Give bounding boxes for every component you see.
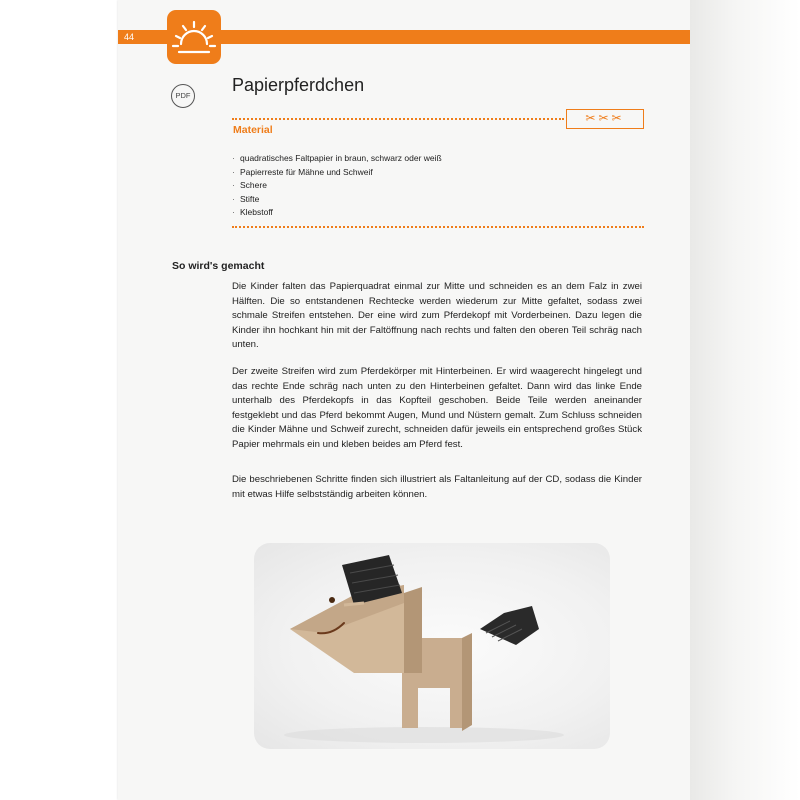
material-heading: Material [233, 124, 273, 136]
sun-icon [167, 10, 221, 64]
material-list [232, 152, 442, 220]
list-item: · Stifte [232, 193, 260, 204]
page-edge-shadow [690, 0, 800, 800]
list-item: · Schere [232, 180, 267, 191]
list-item: · Papierreste für Mähne und Schweif [232, 166, 373, 177]
list-item: · Klebstoff [232, 207, 273, 218]
instruction-paragraph: Der zweite Streifen wird zum Pferdekörper mit Hinterbeinen. Er wird waagerecht hingelegt und das rechte Ende schräg nach unten zu den Hinterbeinen gefaltet. Dann wird das linke Ende unterhalb des Pferdekopfs in das Kopfteil geschoben. Beide Teile werden aneinander festgeklebt und das Pferd bekommt Augen, Mund und Nüstern gemalt. Zum Schluss schneiden die Kinder Mähne und Schweif zurecht, schneiden dafür jeweils ein entsprechend großes Stück Papier mehrmals ein und kleben beides am Pferd fest. [232, 366, 642, 450]
instruction-paragraph: Die Kinder falten das Papierquadrat einmal zur Mitte und schneiden es an dem Falz in zwei Hälften. Die so entstandenen Rechtecke werden wiederum zur Mitte gefaltet, sodass zwei schmale Streifen entstehen. Der eine wird zum Pferdekopf mit Vorderbeinen. Dazu legen die Kinder ihn hochkant hin mit der Faltöffnung nach rechts und falten den oberen Teil schräg nach unten. [232, 281, 642, 351]
instruction-paragraph: Die beschriebenen Schritte finden sich illustriert als Faltanleitung auf der CD, sodass die Kinder mit etwas Hilfe selbstständig arbeiten können. [232, 474, 642, 500]
scissors-icon: ✂✂✂ [566, 109, 644, 129]
dotted-divider [232, 226, 644, 228]
instructions-heading: So wird's gemacht [172, 260, 265, 272]
list-item: · quadratisches Faltpapier in braun, schwarz oder weiß [232, 153, 442, 163]
paper-horse-photo [254, 543, 610, 749]
pdf-icon[interactable]: PDF [171, 84, 195, 108]
page-number: 44 [124, 32, 135, 42]
page-title: Papierpferdchen [232, 75, 365, 95]
dotted-divider [232, 118, 564, 120]
